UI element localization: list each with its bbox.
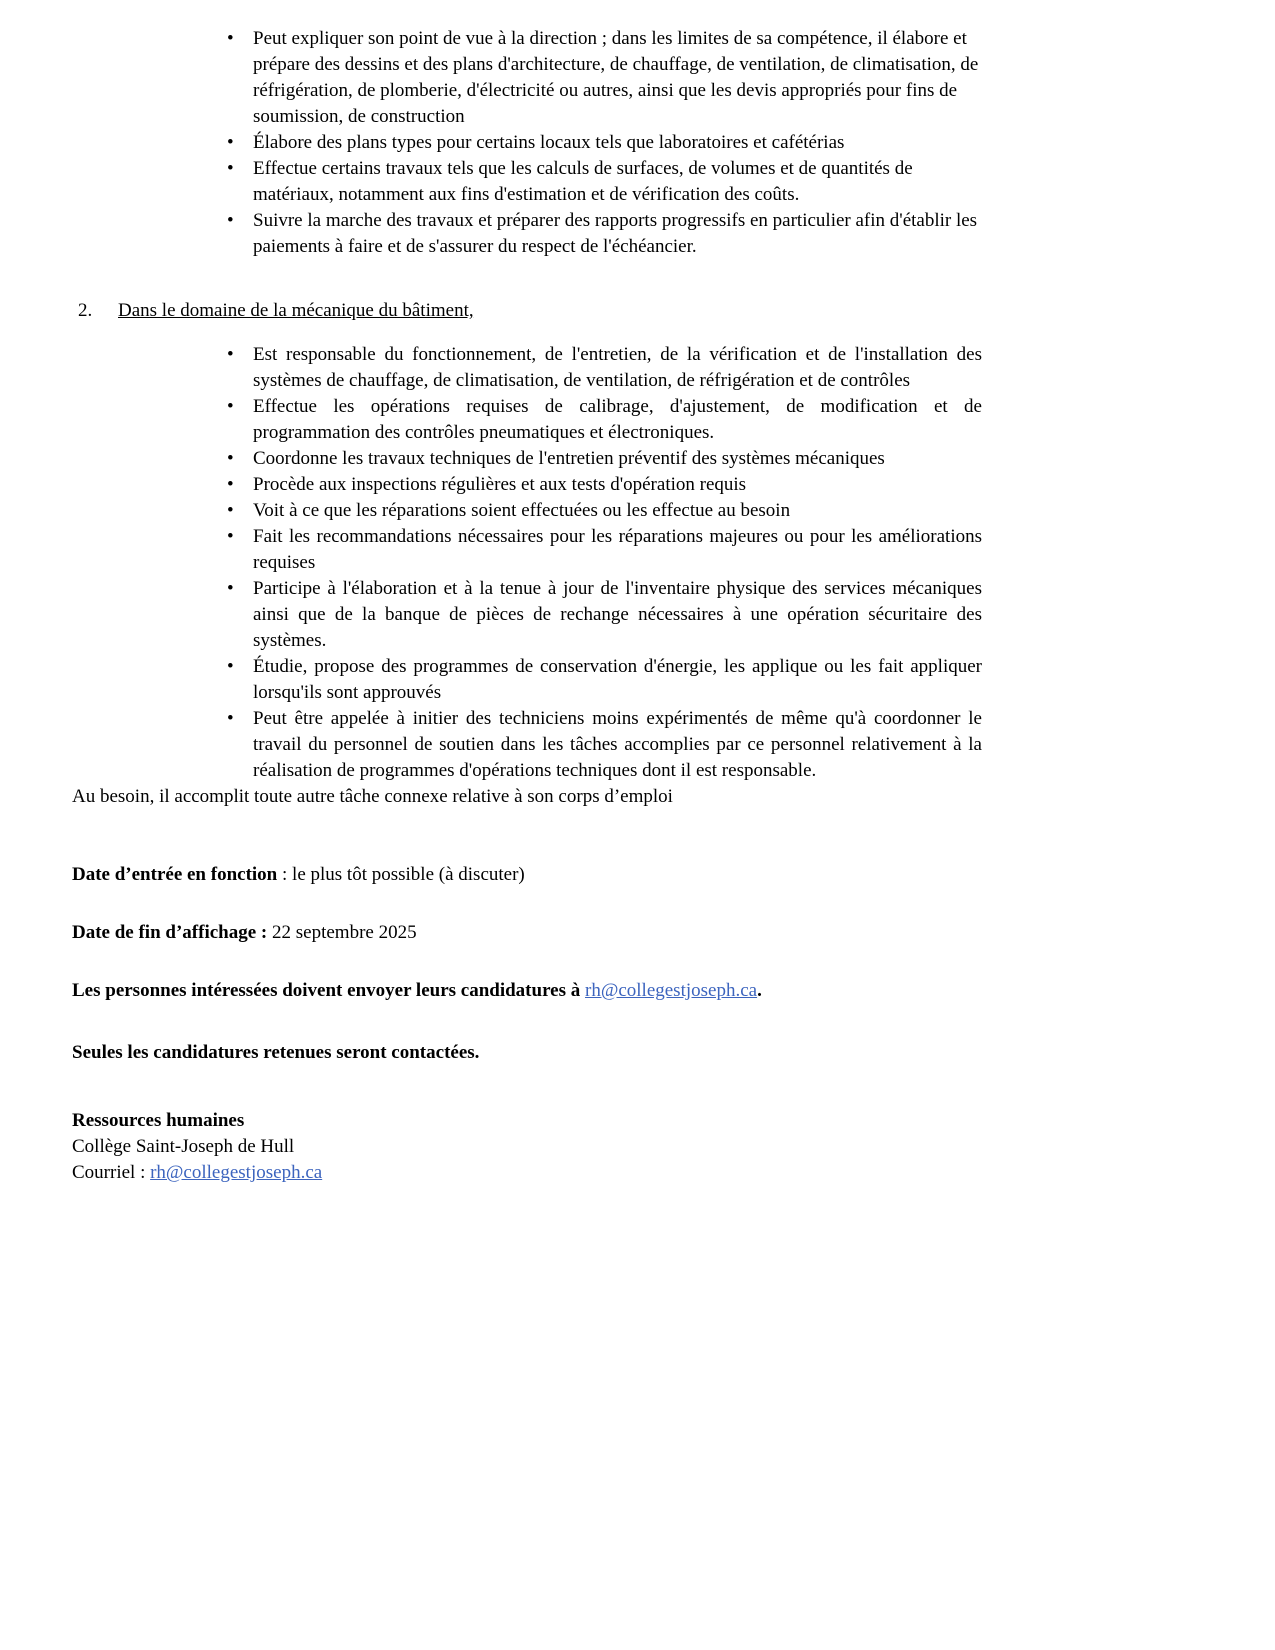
signature-email-label: Courriel : bbox=[72, 1162, 151, 1183]
bullet-item-text: Voit à ce que les réparations soient effectuées ou les effectue au besoin bbox=[253, 500, 791, 521]
section2-title: Dans le domaine de la mécanique du bâtiment, bbox=[118, 300, 474, 321]
bullet-item bbox=[222, 208, 982, 260]
bullet-item bbox=[222, 26, 982, 130]
section2-heading bbox=[78, 298, 1203, 324]
bullet-item bbox=[222, 156, 982, 208]
application-instructions bbox=[72, 978, 1203, 1004]
signature-email-line bbox=[72, 1160, 1203, 1186]
bullet-item-text: Procède aux inspections régulières et aux tests d'opération requis bbox=[253, 474, 747, 495]
bullet-item bbox=[222, 706, 982, 784]
bullet-item-text: Peut expliquer son point de vue à la direction ; dans les limites de sa compétence, il élabore et prépare des dessins et des plans d'architecture, de chauffage, de ventilation, de climatisation, de réfrigération, de plomberie, d'électricité ou autres, ainsi que les devis appropriés pour fins de soumission, de construction bbox=[253, 28, 979, 127]
signature-email-link[interactable]: rh@collegestjoseph.ca bbox=[150, 1162, 323, 1183]
bullet-item bbox=[222, 576, 982, 654]
bullet-item bbox=[222, 472, 982, 498]
bullet-item bbox=[222, 446, 982, 472]
application-text: Les personnes intéressées doivent envoyer leurs candidatures à bbox=[72, 980, 585, 1001]
start-date-label: Date d’entrée en fonction bbox=[72, 864, 278, 885]
bullet-item-text: Effectue certains travaux tels que les calculs de surfaces, de volumes et de quantités de matériaux, notamment aux fins d'estimation et de vérification des coûts. bbox=[253, 158, 913, 205]
bullet-item-text: Suivre la marche des travaux et préparer des rapports progressifs en particulier afin d'établir les paiements à faire et de s'assurer du respect de l'échéancier. bbox=[253, 210, 978, 257]
bullet-item bbox=[222, 342, 982, 394]
bullet-item-text: Est responsable du fonctionnement, de l'entretien, de la vérification et de l'installation des systèmes de chauffage, de climatisation, de ventilation, de réfrigération et de contrôles bbox=[253, 344, 982, 391]
bullet-item-text: Effectue les opérations requises de calibrage, d'ajustement, de modification et de programmation des contrôles pneumatiques et électroniques. bbox=[253, 396, 982, 443]
bullet-item-text: Fait les recommandations nécessaires pour les réparations majeures ou pour les améliorations requises bbox=[253, 526, 982, 573]
bullet-item-text: Élabore des plans types pour certains locaux tels que laboratoires et cafétérias bbox=[253, 132, 845, 153]
start-date-separator: : bbox=[277, 864, 293, 885]
signature-department: Ressources humaines bbox=[72, 1110, 245, 1131]
bullet-item bbox=[222, 394, 982, 446]
bullet-item bbox=[222, 130, 982, 156]
bullet-item bbox=[222, 498, 982, 524]
bullet-item bbox=[222, 654, 982, 706]
section1-duties-list bbox=[222, 26, 982, 260]
section2-duties-list bbox=[222, 342, 982, 784]
bullet-item-text: Peut être appelée à initier des techniciens moins expérimentés de même qu'à coordonner le travail du personnel de soutien dans les tâches accomplies par ce personnel relativement à la réalisation de programmes d'opérations techniques dont il est responsable. bbox=[253, 708, 982, 781]
bullet-item bbox=[222, 524, 982, 576]
closing-note: Au besoin, il accomplit toute autre tâche connexe relative à son corps d’emploi bbox=[72, 786, 673, 807]
bullet-item-text: Participe à l'élaboration et à la tenue à jour de l'inventaire physique des services mécaniques ainsi que de la banque de pièces de rechange nécessaires à une opération sécuritaire des systèmes. bbox=[253, 578, 982, 651]
bullet-item-text: Coordonne les travaux techniques de l'entretien préventif des systèmes mécaniques bbox=[253, 448, 885, 469]
start-date-value: le plus tôt possible (à discuter) bbox=[292, 864, 525, 885]
bullet-item-text: Étudie, propose des programmes de conservation d'énergie, les applique ou les fait appliquer lorsqu'ils sont approuvés bbox=[253, 656, 982, 703]
application-suffix: . bbox=[757, 980, 762, 1001]
end-date-line bbox=[72, 920, 1203, 946]
start-date-line bbox=[72, 862, 1203, 888]
end-date-label: Date de fin d’affichage : bbox=[72, 922, 268, 943]
end-date-value: 22 septembre 2025 bbox=[267, 922, 417, 943]
section2-number: 2. bbox=[78, 300, 93, 321]
notice-line: Seules les candidatures retenues seront contactées. bbox=[72, 1042, 480, 1063]
signature-organization: Collège Saint-Joseph de Hull bbox=[72, 1136, 295, 1157]
application-email-link[interactable]: rh@collegestjoseph.ca bbox=[585, 980, 758, 1001]
